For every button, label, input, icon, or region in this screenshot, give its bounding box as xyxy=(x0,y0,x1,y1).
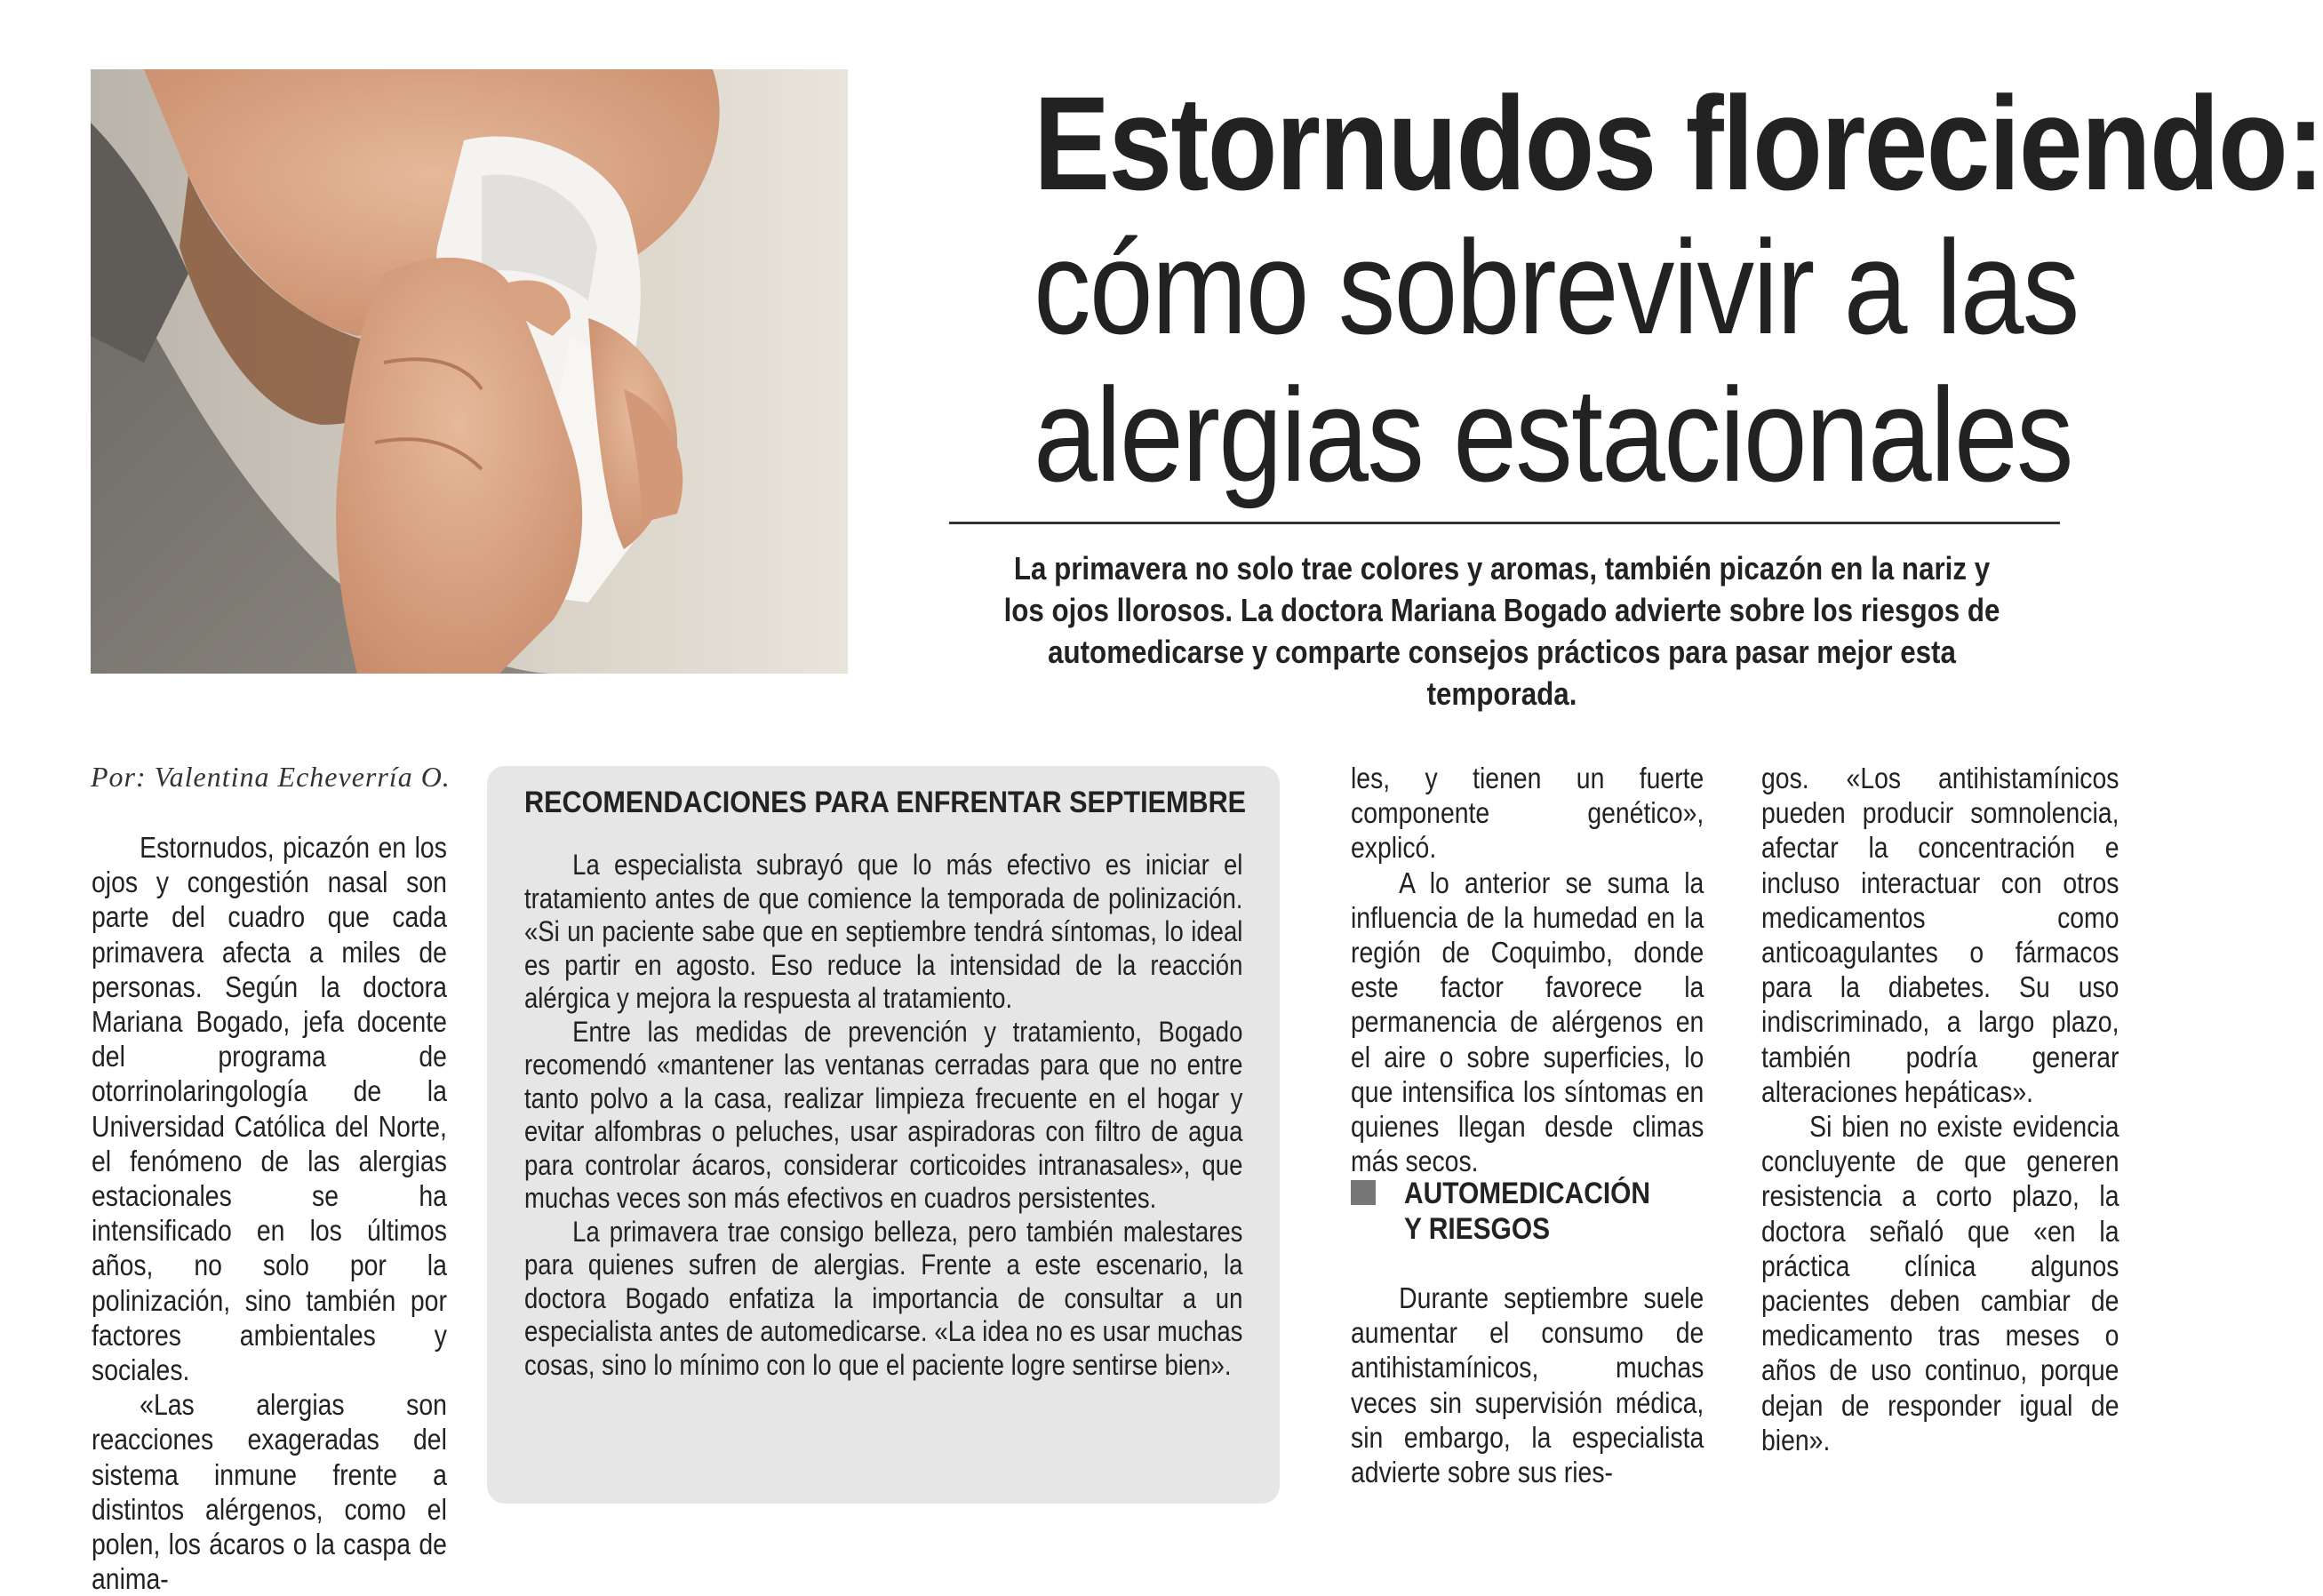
article-photo xyxy=(91,69,848,674)
headline-line-2: cómo sobrevivir a las xyxy=(1034,212,2079,362)
column-3-continued xyxy=(1351,1281,1704,1489)
paragraph: Estornudos, picazón en los ojos y congestión nasal son parte del cuadro que cada primavera afecta a miles de personas. Según la doctora Mariana Bogado, jefa docente del programa de otorrinolaringología de la Universidad Católica del Norte, el fenómeno de las alergias estacionales se ha intensificado en los últimos años, no solo por la polinización, sino también por factores ambientales y sociales. xyxy=(92,831,447,1387)
paragraph: La primavera trae consigo belleza, pero también malestares para quienes sufren de alergias. Frente a este escenario, la doctora Bogado enfatiza la importancia de consultar a un especialista antes de automedicarse. «La idea no es usar muchas cosas, sino lo mínimo con lo que el paciente logre sentirse bien». xyxy=(524,1215,1243,1381)
column-1 xyxy=(92,830,447,1596)
byline: Por: Valentina Echeverría O. xyxy=(91,761,451,793)
paragraph: A lo anterior se suma la influencia de la humedad en la región de Coquimbo, donde este factor favorece la permanencia de alérgenos en el aire o sobre superficies, lo que intensifica los síntomas en quienes llegan desde climas más secos. xyxy=(1351,866,1704,1178)
paragraph: «Las alergias son reacciones exageradas del sistema inmune frente a distintos alérgenos, como el polen, los ácaros o la caspa de anima- xyxy=(92,1388,447,1596)
sidebar-title: RECOMENDACIONES PARA ENFRENTAR SEPTIEMBRE xyxy=(524,786,1247,819)
section-heading xyxy=(1404,1176,1650,1247)
paragraph: Durante septiembre suele aumentar el consumo de antihistamínicos, muchas veces sin supervisión médica, sin embargo, la especialista advierte sobre sus ries- xyxy=(1351,1281,1704,1489)
headline-line-1: Estornudos floreciendo: xyxy=(1034,68,2323,218)
column-4 xyxy=(1761,761,2119,1457)
paragraph: La especialista subrayó que lo más efectivo es iniciar el tratamiento antes de que comience la temporada de polinización. «Si un paciente sabe que en septiembre tendrá síntomas, lo ideal es partir en agosto. Eso reduce la intensidad de la reacción alérgica y mejora la respuesta al tratamiento. xyxy=(524,849,1243,1014)
headline-rule xyxy=(949,522,2060,524)
lead-paragraph: La primavera no solo trae colores y aromas, también picazón en la nariz y los ojos llorosos. La doctora Mariana Bogado advierte sobre los riesgos de automedicarse y comparte consejos prácticos para pasar mejor esta temporada. xyxy=(1003,550,2000,712)
section-heading-line-2: Y RIESGOS xyxy=(1404,1212,1551,1246)
paragraph: les, y tienen un fuerte componente genético», explicó. xyxy=(1351,762,1704,865)
headline xyxy=(1034,68,2323,509)
paragraph: Entre las medidas de prevención y tratamiento, Bogado recomendó «mantener las ventanas cerradas para que no entre tanto polvo a la casa, realizar limpieza frecuente en el hogar y evitar alfombras o peluches, usar aspiradoras con filtro de agua para controlar ácaros, considerar corticoides intranasales», que muchas veces son más efectivos en cuadros persistentes. xyxy=(524,1015,1243,1214)
column-3 xyxy=(1351,761,1704,1178)
headline-line-3: alergias estacionales xyxy=(1034,360,2072,509)
paragraph: Si bien no existe evidencia concluyente de que generen resistencia a corto plazo, la doctora señaló que «en la práctica clínica algunos pacientes deben cambiar de medicamento tras meses o años de uso continuo, porque dejan de responder igual de bien». xyxy=(1761,1110,2119,1456)
sidebar-text xyxy=(524,849,1242,1382)
paragraph: gos. «Los antihistamínicos pueden producir somnolencia, afectar la concentración e incluso interactuar con otros medicamentos como anticoagulantes o fármacos para la diabetes. Su uso indiscriminado, a largo plazo, también podría generar alteraciones hepáticas». xyxy=(1761,762,2119,1108)
section-heading-line-1: AUTOMEDICACIÓN xyxy=(1404,1177,1651,1210)
section-marker xyxy=(1351,1180,1376,1205)
